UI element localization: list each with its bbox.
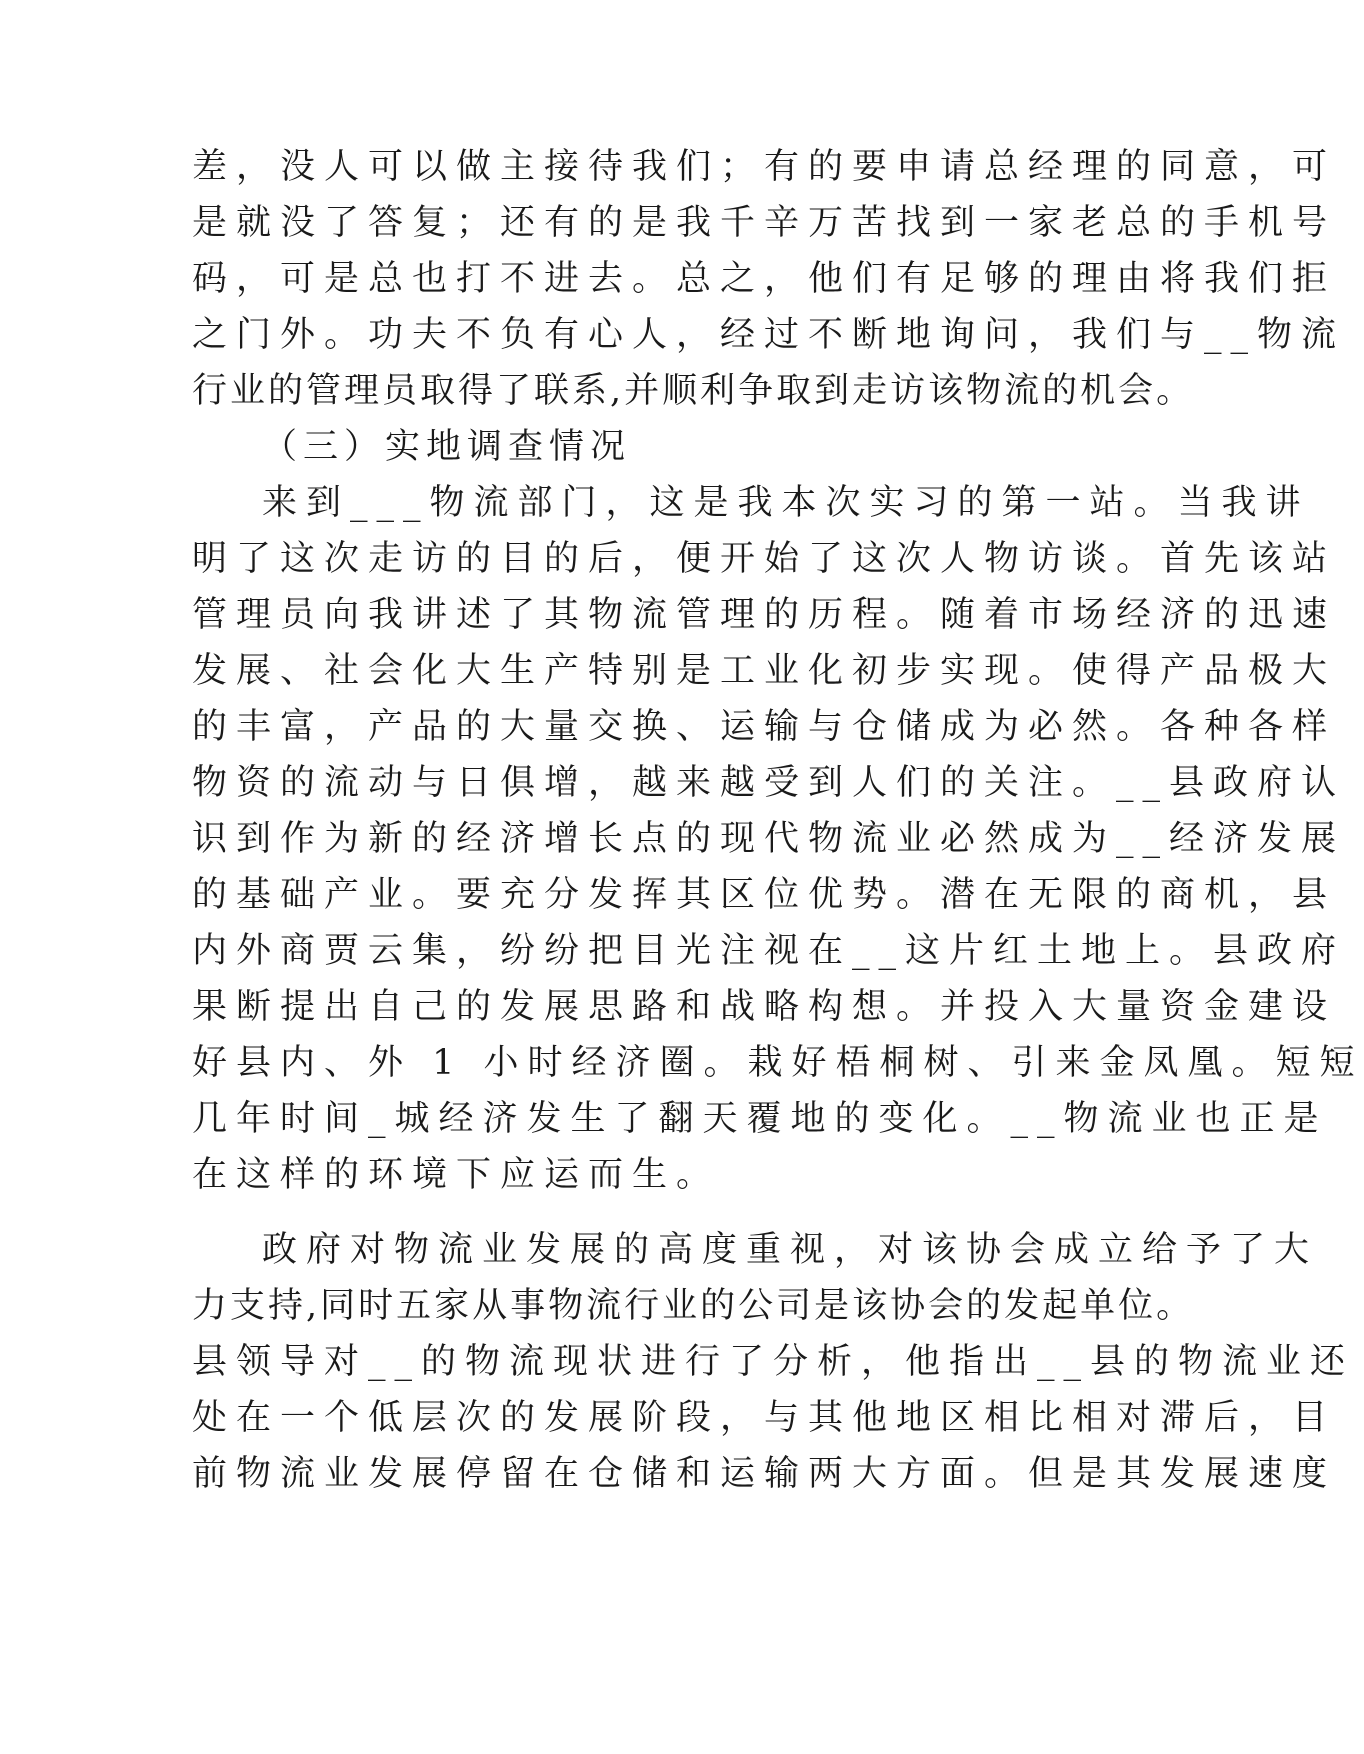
text-line: 的丰富，产品的大量交换、运输与仓储成为必然。各种各样 [192, 707, 1337, 747]
text-line: 差，没人可以做主接待我们；有的要申请总经理的同意，可 [192, 147, 1337, 187]
text-line: 码，可是总也打不进去。总之，他们有足够的理由将我们拒 [192, 259, 1337, 299]
text-line: 之门外。功夫不负有心人，经过不断地询问，我们与__物流 [192, 315, 1346, 355]
text-line: 发展、社会化大生产特别是工业化初步实现。使得产品极大 [192, 651, 1337, 691]
text-line: 几年时间_城经济发生了翻天覆地的变化。__物流业也正是 [192, 1099, 1328, 1139]
text-line: 内外商贾云集，纷纷把目光注视在__这片红土地上。县政府 [192, 931, 1346, 971]
text-line: 力支持,同时五家从事物流行业的公司是该协会的发起单位。 [192, 1286, 1195, 1326]
paragraph-first-line: 政府对物流业发展的高度重视，对该协会成立给予了大 [262, 1230, 1319, 1270]
text-line: 行业的管理员取得了联系,并顺利争取到走访该物流的机会。 [192, 371, 1195, 411]
text-line: 县领导对__的物流现状进行了分析，他指出__县的物流业还 [192, 1342, 1355, 1382]
text-line: 物资的流动与日俱增，越来越受到人们的关注。__县政府认 [192, 763, 1346, 803]
text-line: 前物流业发展停留在仓储和运输两大方面。但是其发展速度 [192, 1454, 1337, 1494]
text-line: 好县内、外 1 小时经济圈。栽好梧桐树、引来金凤凰。短短 [192, 1043, 1364, 1083]
text-line: 管理员向我讲述了其物流管理的历程。随着市场经济的迅速 [192, 595, 1337, 635]
text-line: 明了这次走访的目的后，便开始了这次人物访谈。首先该站 [192, 539, 1337, 579]
text-line: 是就没了答复；还有的是我千辛万苦找到一家老总的手机号 [192, 203, 1337, 243]
text-line: 识到作为新的经济增长点的现代物流业必然成为__经济发展 [192, 819, 1346, 859]
text-line: 的基础产业。要充分发挥其区位优势。潜在无限的商机，县 [192, 875, 1337, 915]
paragraph-first-line: 来到___物流部门，这是我本次实习的第一站。当我讲 [262, 483, 1310, 523]
section-heading: （三）实地调查情况 [262, 427, 632, 467]
text-line: 在这样的环境下应运而生。 [192, 1155, 721, 1195]
text-line: 果断提出自己的发展思路和战略构想。并投入大量资金建设 [192, 987, 1337, 1027]
text-line: 处在一个低层次的发展阶段，与其他地区相比相对滞后，目 [192, 1398, 1337, 1438]
